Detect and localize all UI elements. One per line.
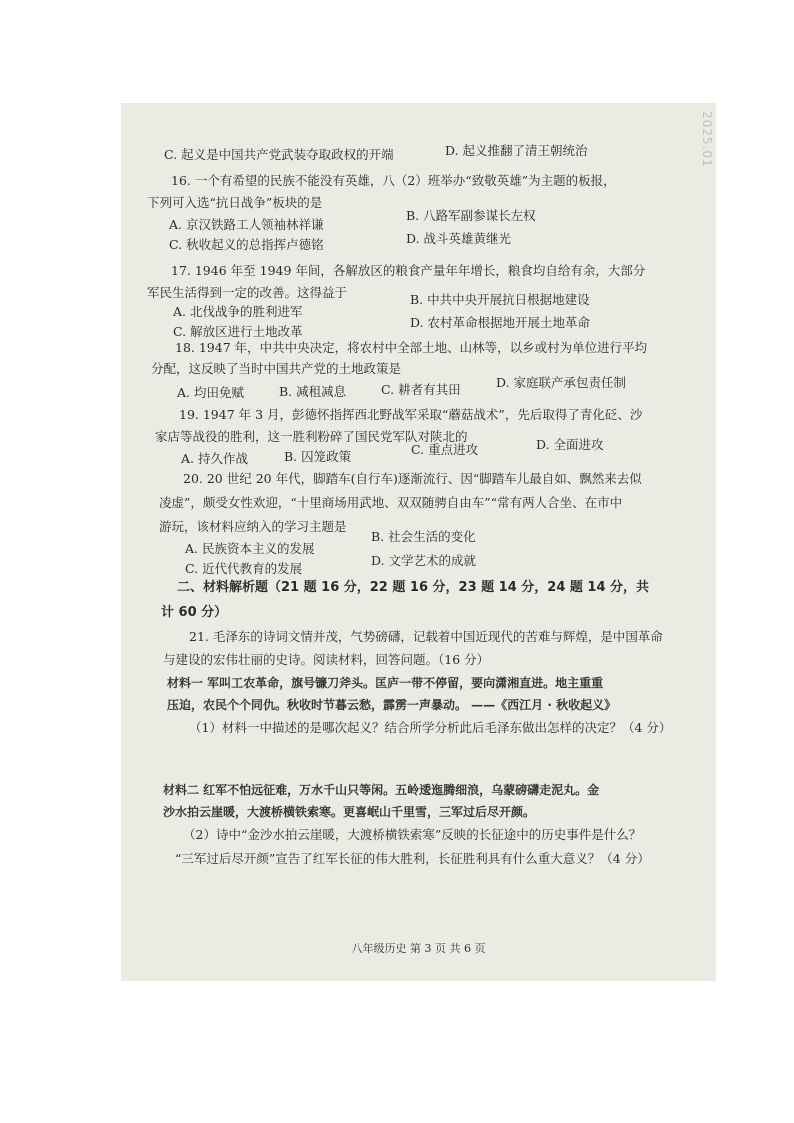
q21-subquestion-2-line1: （2）诗中“金沙水拍云崖暖，大渡桥横铁索寒”反映的长征途中的历史事件是什么？ xyxy=(183,827,642,842)
q16-stem-line1: 16. 一个有希望的民族不能没有英雄，八（2）班举办“致敬英雄”为主题的板报， xyxy=(171,173,616,188)
q19-stem-line1: 19. 1947 年 3 月，彭德怀指挥西北野战军采取“蘑菇战术”，先后取得了青化砭、沙 xyxy=(179,407,643,422)
page-footer: 八年级历史 第 3 页 共 6 页 xyxy=(351,942,486,955)
q18-option-d: D. 家庭联产承包责任制 xyxy=(496,375,627,390)
q16-stem-line2: 下列可入选“抗日战争”板块的是 xyxy=(147,195,323,210)
q20-stem-line2: 凌虚”，颇受女性欢迎，“十里商场用武地、双双随骋自由车”“常有两人合坐、在市中 xyxy=(159,495,623,510)
q16-option-b: B. 八路军副参谋长左权 xyxy=(406,208,536,223)
q17-option-a: A. 北伐战争的胜利进军 xyxy=(173,304,303,319)
q21-subquestion-1: （1）材料一中描述的是哪次起义？结合所学分析此后毛泽东做出怎样的决定？（4 分） xyxy=(189,720,672,735)
date-watermark: 2025.01 xyxy=(700,111,714,168)
q20-option-c: C. 近代代教育的发展 xyxy=(185,561,303,576)
q20-option-a: A. 民族资本主义的发展 xyxy=(185,541,315,556)
q17-option-d: D. 农村革命根据地开展土地革命 xyxy=(410,315,591,330)
q19-option-d: D. 全面进攻 xyxy=(536,437,604,452)
q17-stem-line1: 17. 1946 年至 1949 年间，各解放区的粮食产量年年增长，粮食均自给有余，大部分 xyxy=(171,263,646,278)
q17-stem-line2: 军民生活得到一定的改善。这得益于 xyxy=(147,285,348,300)
q16-option-c: C. 秋收起义的总指挥卢德铭 xyxy=(169,237,324,252)
q20-stem-line3: 游玩，该材料应纳入的学习主题是 xyxy=(159,519,347,534)
q18-option-a: A. 均田免赋 xyxy=(177,385,244,400)
exam-page xyxy=(121,103,716,981)
section2-heading-line1: 二、材料解析题（21 题 16 分，22 题 16 分，23 题 14 分，24 题 14 分，共 xyxy=(177,580,650,595)
q18-stem-line1: 18. 1947 年，中共中央决定，将农村中全部土地、山林等，以乡或村为单位进行平均 xyxy=(175,340,648,355)
q15-option-d: D. 起义推翻了清王朝统治 xyxy=(445,143,588,158)
q21-stem-line1: 21. 毛泽东的诗词文情并茂，气势磅礴，记载着中国近现代的苦难与辉煌，是中国革命 xyxy=(189,629,663,644)
q15-option-c: C. 起义是中国共产党武装夺取政权的开端 xyxy=(164,147,394,162)
q21-subquestion-2-line2: “三军过后尽开颜”宣告了红军长征的伟大胜利，长征胜利具有什么重大意义？（4 分） xyxy=(175,851,650,866)
q17-option-b: B. 中共中央开展抗日根据地建设 xyxy=(410,292,590,307)
section2-heading-line2: 计 60 分） xyxy=(161,605,228,620)
q19-stem-line2: 家店等战役的胜利，这一胜利粉碎了国民党军队对陕北的 xyxy=(155,429,468,444)
q21-material1-line1: 材料一 军叫工农革命，旗号镰刀斧头。匡庐一带不停留，要向潇湘直进。地主重重 xyxy=(167,676,604,690)
q16-option-d: D. 战斗英雄黄继光 xyxy=(406,231,512,246)
q16-option-a: A. 京汉铁路工人领袖林祥谦 xyxy=(169,217,324,232)
q20-option-d: D. 文学艺术的成就 xyxy=(371,553,477,568)
q20-stem-line1: 20. 20 世纪 20 年代，脚踏车(自行车)逐渐流行、因“脚踏车儿最自如、飘然来去似 xyxy=(183,471,642,486)
q21-material2-line2: 沙水拍云崖暖，大渡桥横铁索寒。更喜岷山千里雪，三军过后尽开颜。 xyxy=(163,805,536,819)
q20-option-b: B. 社会生活的变化 xyxy=(371,529,476,544)
q17-option-c: C. 解放区进行土地改革 xyxy=(173,324,303,339)
q21-material1-line2: 压迫，农民个个同仇。秋收时节暮云愁，霹雳一声暴动。 ——《西江月 · 秋收起义》 xyxy=(167,698,617,712)
q18-option-b: B. 减租减息 xyxy=(279,384,347,399)
q19-option-b: B. 囚笼政策 xyxy=(284,449,352,464)
q19-option-a: A. 持久作战 xyxy=(181,451,248,466)
q19-option-c: C. 重点进攻 xyxy=(411,442,479,457)
q21-stem-line2: 与建设的宏伟壮丽的史诗。阅读材料，回答问题。（16 分） xyxy=(163,652,490,667)
q21-material2-line1: 材料二 红军不怕远征难，万水千山只等闲。五岭逶迤腾细浪，乌蒙磅礴走泥丸。金 xyxy=(163,783,600,797)
q18-option-c: C. 耕者有其田 xyxy=(381,382,461,397)
q18-stem-line2: 分配，这反映了当时中国共产党的土地政策是 xyxy=(151,361,402,376)
